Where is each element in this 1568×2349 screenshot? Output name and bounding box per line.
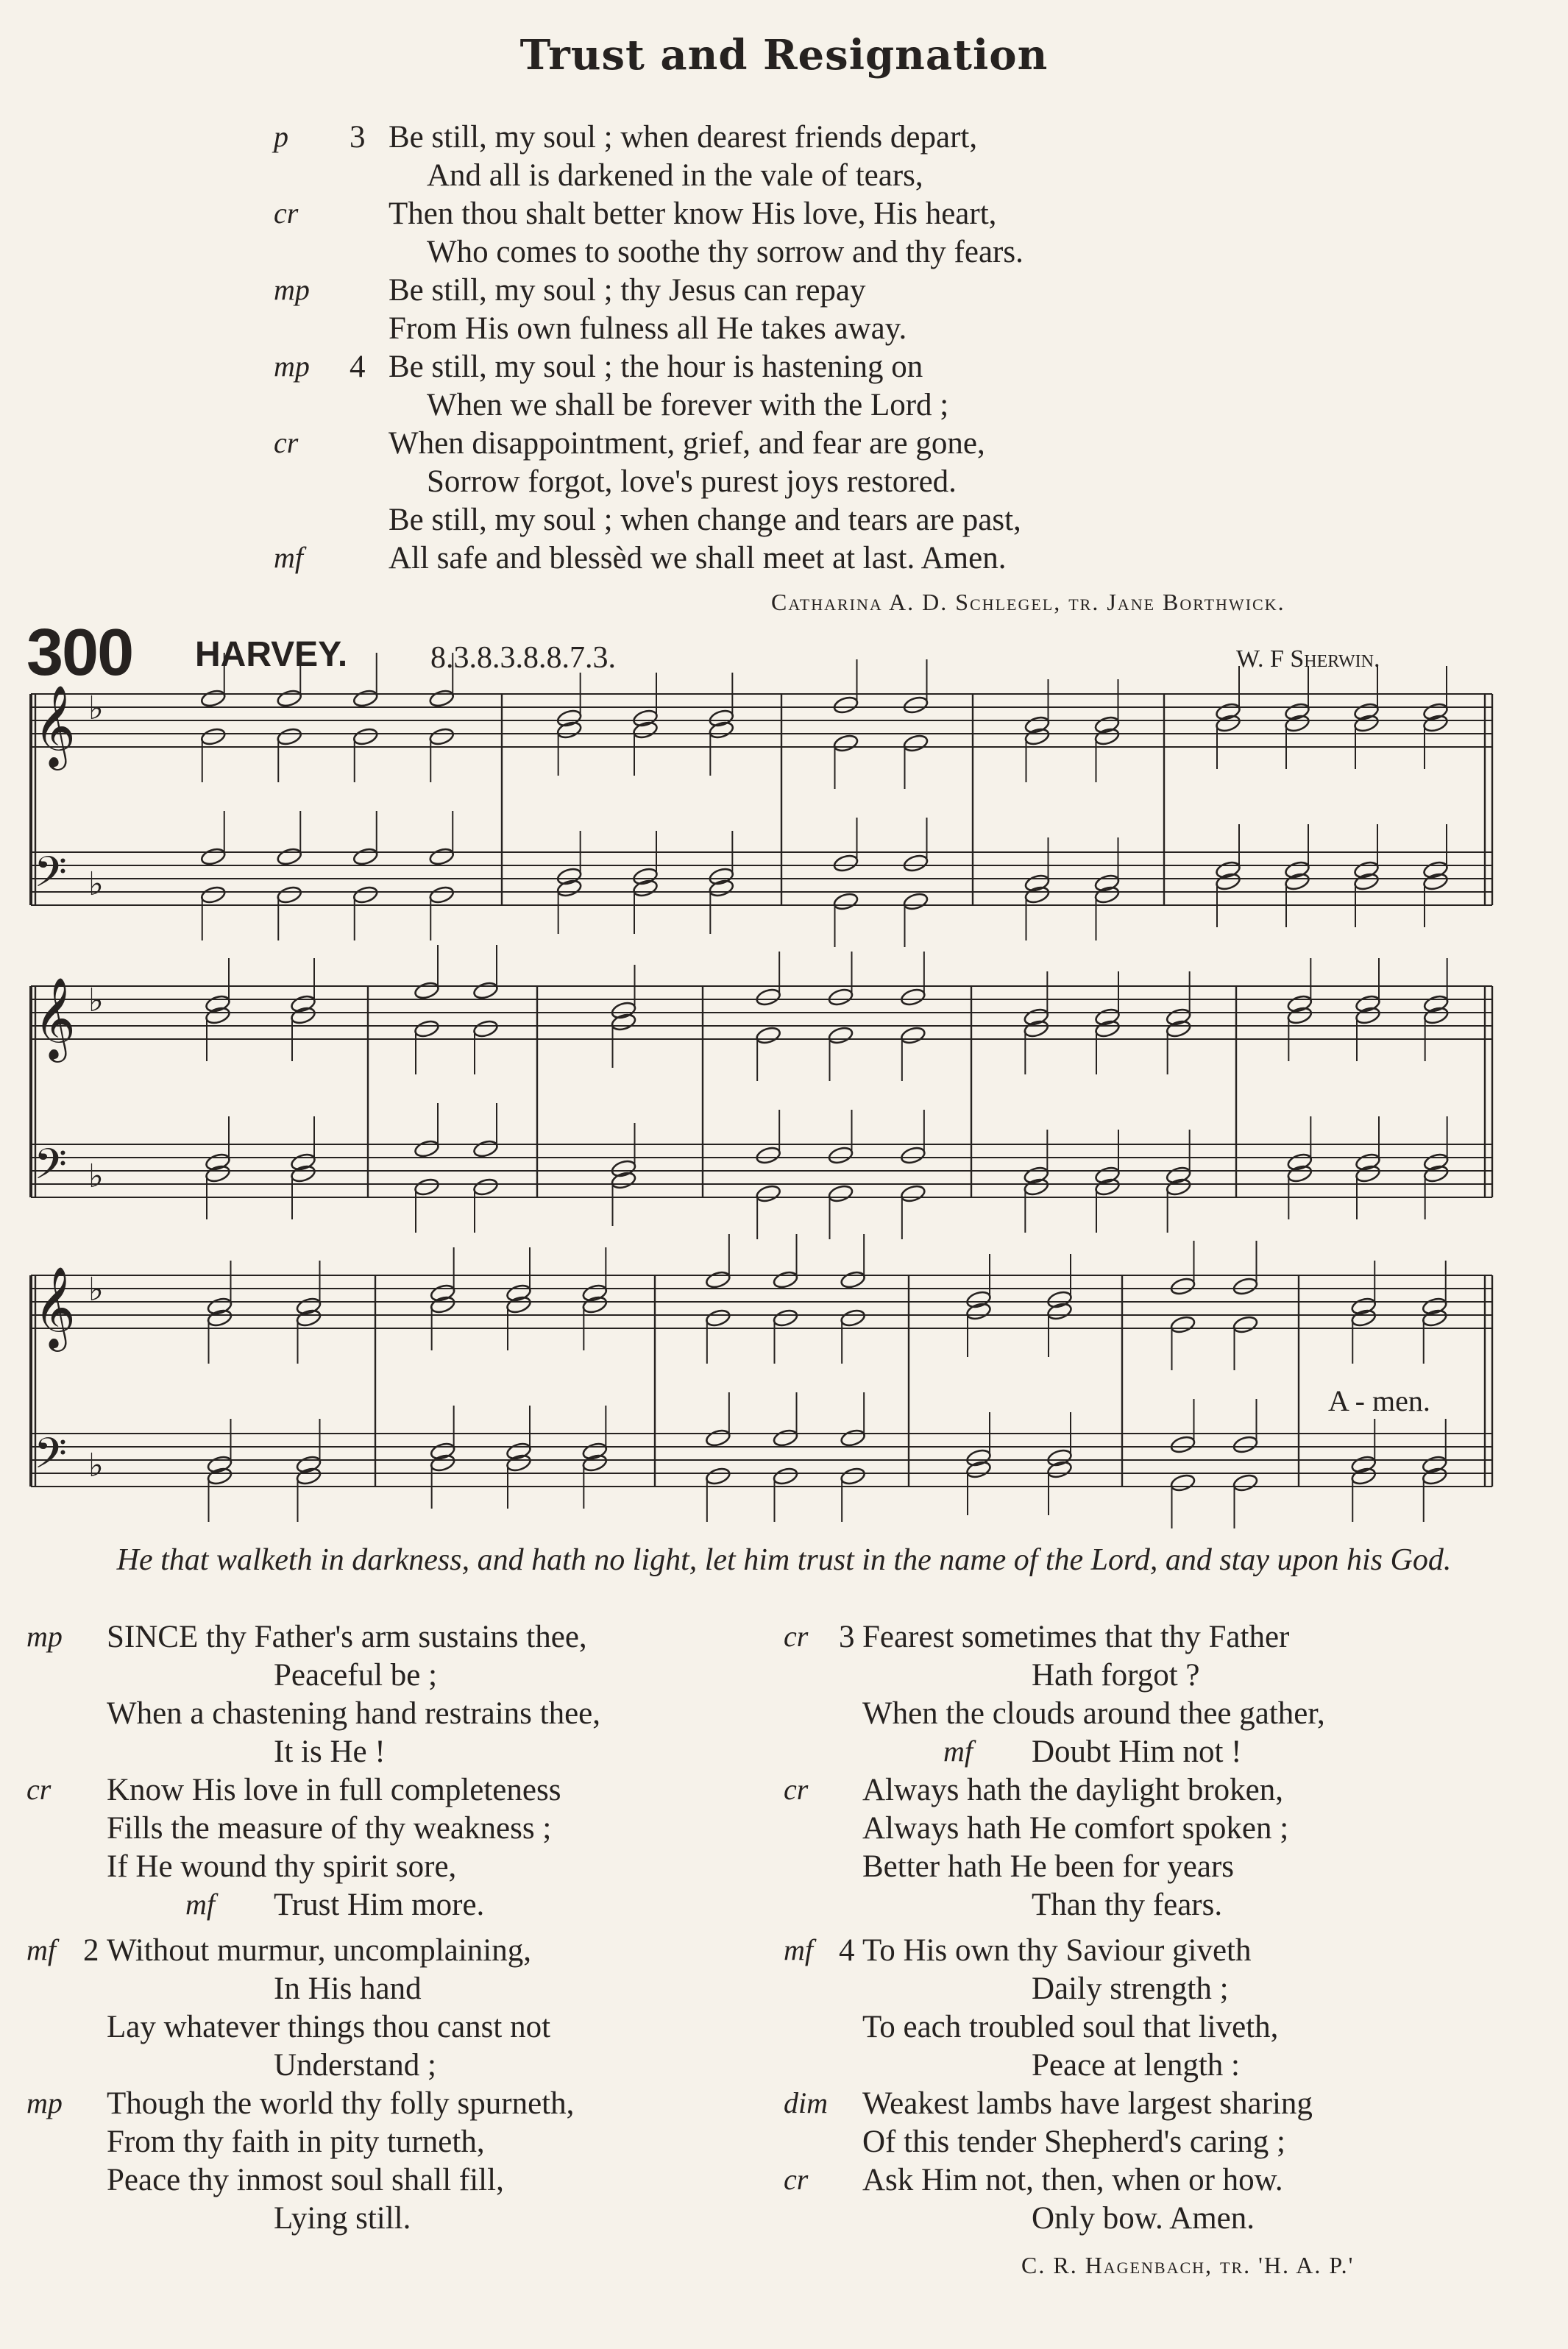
half-note	[833, 853, 859, 873]
half-note	[430, 1294, 456, 1314]
dynamic-mark: cr	[274, 196, 299, 230]
half-note	[1215, 871, 1241, 891]
half-note	[1232, 1473, 1259, 1492]
key-flat: ♭	[88, 982, 104, 1019]
half-note	[1166, 1007, 1192, 1027]
half-note	[1423, 1152, 1450, 1172]
treble-clef: 𝄞	[34, 1266, 76, 1348]
half-note	[1423, 993, 1450, 1013]
dynamic-mark: mf	[784, 1933, 813, 1966]
verse-line: Fearest sometimes that thy Father	[862, 1620, 1290, 1654]
verse-line: Peaceful be ;	[274, 1658, 438, 1693]
half-note	[1422, 713, 1449, 733]
verse-line: Lay whatever things thou canst not	[107, 2010, 551, 2044]
half-note	[276, 885, 302, 904]
half-note	[1094, 726, 1121, 746]
half-note	[705, 1428, 731, 1448]
half-note	[428, 688, 455, 708]
verse-line: Lying still.	[274, 2201, 411, 2236]
half-note	[200, 885, 227, 904]
half-note	[472, 980, 499, 1000]
verse-line: SINCE thy Father's arm sustains thee,	[107, 1620, 587, 1654]
half-note	[1023, 1177, 1049, 1197]
half-note	[200, 688, 227, 708]
half-note	[965, 1289, 992, 1309]
key-flat: ♭	[88, 865, 104, 903]
half-note	[1094, 1018, 1121, 1038]
verse-line: Peace thy inmost soul shall fill,	[107, 2163, 504, 2197]
half-note	[773, 1308, 799, 1328]
half-note	[840, 1428, 866, 1448]
dynamic-mark: cr	[274, 426, 299, 459]
bass-clef: 𝄢	[34, 1139, 68, 1200]
half-note	[1046, 1289, 1073, 1309]
verse-line: And all is darkened in the vale of tears,	[427, 158, 923, 193]
dynamic-mark: dim	[784, 2086, 828, 2119]
verse-line: Then thou shalt better know His love, His heart,	[389, 196, 997, 231]
half-note	[556, 866, 583, 886]
half-note	[1286, 1005, 1313, 1025]
dynamic-mark: p	[274, 120, 288, 153]
half-note	[903, 891, 929, 911]
half-note	[611, 1170, 637, 1190]
half-note	[828, 1183, 854, 1203]
half-note	[1353, 860, 1380, 879]
half-note	[828, 987, 854, 1007]
half-note	[207, 1466, 233, 1486]
half-note	[840, 1269, 866, 1289]
half-note	[1350, 1466, 1377, 1486]
key-flat: ♭	[88, 1271, 104, 1308]
tune-name: HARVEY.	[195, 635, 348, 674]
half-note	[290, 993, 316, 1013]
verse-line: Always hath the daylight broken,	[862, 1773, 1284, 1807]
verse-line: Of this tender Shepherd's caring ;	[862, 2125, 1285, 2159]
half-note	[1023, 1018, 1049, 1038]
half-note	[1046, 1459, 1073, 1479]
verse-line: All safe and blessèd we shall meet at last. Amen.	[389, 541, 1007, 575]
verse-number: 2	[83, 1933, 99, 1968]
half-note	[1094, 1007, 1121, 1027]
half-note	[200, 846, 227, 866]
half-note	[430, 1453, 456, 1473]
half-note	[1215, 860, 1241, 879]
half-note	[632, 866, 659, 886]
verse-number: 4	[839, 1933, 855, 1968]
half-note	[708, 878, 734, 898]
half-note	[833, 695, 859, 715]
half-note	[1355, 993, 1381, 1013]
verse-line: Trust Him more.	[274, 1888, 485, 1922]
half-note	[290, 1152, 316, 1172]
half-note	[581, 1441, 608, 1461]
half-note	[472, 1138, 499, 1158]
half-note	[207, 1308, 233, 1328]
half-note	[1284, 713, 1310, 733]
half-note	[414, 1138, 440, 1158]
half-note	[428, 846, 455, 866]
verse-line: Be still, my soul ; the hour is hastening on	[389, 350, 923, 384]
half-note	[840, 1308, 866, 1328]
verse-line: It is He !	[274, 1735, 386, 1769]
half-note	[1232, 1434, 1259, 1454]
half-note	[276, 726, 302, 746]
half-note	[505, 1294, 532, 1314]
key-flat: ♭	[88, 690, 104, 727]
half-note	[556, 708, 583, 728]
half-note	[296, 1308, 322, 1328]
half-note	[296, 1454, 322, 1474]
half-note	[205, 1152, 231, 1172]
half-note	[1423, 1163, 1450, 1183]
half-note	[581, 1283, 608, 1303]
half-note	[773, 1428, 799, 1448]
dynamic-mark: cr	[784, 1620, 809, 1653]
verse-number: 3	[839, 1620, 855, 1654]
half-note	[505, 1283, 532, 1303]
verse-number: 3	[350, 120, 366, 155]
half-note	[632, 708, 659, 728]
half-note	[207, 1454, 233, 1474]
half-note	[1422, 860, 1449, 879]
verse-number: 4	[350, 350, 366, 384]
half-note	[1094, 873, 1121, 893]
lower-attribution: C. R. Hagenbach, tr. 'H. A. P.'	[1021, 2252, 1355, 2278]
verse-line: Know His love in full completeness	[107, 1773, 561, 1807]
half-note	[705, 1308, 731, 1328]
half-note	[755, 1145, 781, 1165]
half-note	[1046, 1448, 1073, 1467]
bass-clef: 𝄢	[34, 847, 68, 907]
verse-line: Ask Him not, then, when or how.	[862, 2163, 1283, 2197]
bass-clef: 𝄢	[34, 1428, 68, 1489]
half-note	[900, 1145, 926, 1165]
half-note	[611, 1012, 637, 1032]
half-note	[611, 1158, 637, 1178]
verse-line: Doubt Him not !	[1032, 1735, 1242, 1769]
half-note	[1284, 860, 1310, 879]
page-title: Trust and Resignation	[519, 31, 1049, 79]
half-note	[773, 1269, 799, 1289]
half-note	[1422, 1296, 1448, 1316]
half-note	[1024, 885, 1051, 904]
half-note	[705, 1466, 731, 1486]
half-note	[1023, 1165, 1049, 1185]
verse-line: Peace at length :	[1032, 2048, 1240, 2083]
half-note	[1286, 993, 1313, 1013]
half-note	[1166, 1018, 1192, 1038]
half-note	[428, 726, 455, 746]
half-note	[414, 1177, 440, 1197]
upper-attribution: Catharina A. D. Schlegel, tr. Jane Borthwick.	[771, 589, 1285, 615]
treble-clef: 𝄞	[34, 684, 76, 767]
half-note	[1286, 1163, 1313, 1183]
half-note	[1350, 1308, 1377, 1328]
half-note	[903, 733, 929, 753]
half-note	[708, 720, 734, 740]
half-note	[755, 1025, 781, 1045]
half-note	[900, 987, 926, 1007]
half-note	[903, 853, 929, 873]
half-note	[207, 1296, 233, 1316]
half-note	[1422, 701, 1449, 721]
half-note	[708, 708, 734, 728]
verse-line: Be still, my soul ; when change and tears are past,	[389, 503, 1021, 537]
half-note	[414, 1018, 440, 1038]
verse-line: In His hand	[274, 1971, 422, 2006]
half-note	[1170, 1434, 1196, 1454]
half-note	[1170, 1314, 1196, 1334]
half-note	[1353, 871, 1380, 891]
half-note	[611, 1000, 637, 1020]
verse-line: Be still, my soul ; thy Jesus can repay	[389, 273, 866, 308]
dynamic-mark: mp	[274, 273, 310, 306]
verse-line: Though the world thy folly spurneth,	[107, 2086, 575, 2121]
half-note	[1422, 1466, 1448, 1486]
half-note	[965, 1448, 992, 1467]
half-note	[1286, 1152, 1313, 1172]
half-note	[472, 1018, 499, 1038]
half-note	[276, 688, 302, 708]
half-note	[1024, 873, 1051, 893]
half-note	[205, 993, 231, 1013]
verse-line: When we shall be forever with the Lord ;	[427, 388, 949, 422]
half-note	[414, 980, 440, 1000]
half-note	[900, 1183, 926, 1203]
half-note	[632, 878, 659, 898]
half-note	[1215, 701, 1241, 721]
treble-clef: 𝄞	[34, 977, 76, 1059]
half-note	[1422, 1454, 1448, 1474]
half-note	[965, 1459, 992, 1479]
half-note	[1215, 713, 1241, 733]
verse-line: Who comes to soothe thy sorrow and thy fears.	[427, 235, 1024, 269]
half-note	[1166, 1165, 1192, 1185]
half-note	[430, 1283, 456, 1303]
verse-line: To His own thy Saviour giveth	[862, 1933, 1252, 1968]
half-note	[581, 1453, 608, 1473]
half-note	[352, 726, 379, 746]
dynamic-mark: mf	[26, 1933, 56, 1966]
half-note	[1422, 871, 1449, 891]
verse-line: Better hath He been for years	[862, 1849, 1235, 1884]
verse-line: Daily strength ;	[1032, 1971, 1229, 2006]
half-note	[430, 1441, 456, 1461]
half-note	[1166, 1177, 1192, 1197]
dynamic-mark: mp	[26, 2086, 63, 2119]
half-note	[296, 1296, 322, 1316]
half-note	[352, 688, 379, 708]
verse-line: When the clouds around thee gather,	[862, 1696, 1325, 1731]
dynamic-mark: mf	[185, 1888, 215, 1921]
half-note	[556, 878, 583, 898]
half-note	[1422, 1308, 1448, 1328]
half-note	[1353, 713, 1380, 733]
half-note	[472, 1177, 499, 1197]
half-note	[200, 726, 227, 746]
verse-line: Than thy fears.	[1032, 1888, 1223, 1922]
verse-line: If He wound thy spirit sore,	[107, 1849, 457, 1884]
half-note	[1024, 726, 1051, 746]
half-note	[352, 885, 379, 904]
verse-line: To each troubled soul that liveth,	[862, 2010, 1279, 2044]
half-note	[1024, 715, 1051, 734]
half-note	[205, 1163, 231, 1183]
half-note	[1353, 701, 1380, 721]
scripture-verse: He that walketh in darkness, and hath no light, let him trust in the name of the Lord, and stay upon his God.	[116, 1543, 1452, 1577]
dynamic-mark: mf	[274, 541, 303, 574]
half-note	[1232, 1314, 1259, 1334]
verse-line: Be still, my soul ; when dearest friends depart,	[389, 120, 978, 155]
half-note	[1094, 715, 1121, 734]
key-flat: ♭	[88, 1158, 104, 1195]
half-note	[428, 885, 455, 904]
half-note	[705, 1269, 731, 1289]
half-note	[1355, 1152, 1381, 1172]
half-note	[1232, 1276, 1259, 1296]
verse-line: Fills the measure of thy weakness ;	[107, 1811, 552, 1846]
dynamic-mark: mp	[26, 1620, 63, 1653]
half-note	[1170, 1473, 1196, 1492]
half-note	[276, 846, 302, 866]
half-note	[581, 1294, 608, 1314]
half-note	[296, 1466, 322, 1486]
verse-line: Only bow. Amen.	[1032, 2201, 1255, 2236]
verse-line: Understand ;	[274, 2048, 436, 2083]
half-note	[1284, 871, 1310, 891]
half-note	[1355, 1163, 1381, 1183]
hymn-number: 300	[26, 616, 133, 690]
verse-line: Weakest lambs have largest sharing	[862, 2086, 1313, 2121]
verse-line: Hath forgot ?	[1032, 1658, 1200, 1693]
half-note	[903, 695, 929, 715]
half-note	[556, 720, 583, 740]
half-note	[1046, 1301, 1073, 1321]
half-note	[632, 720, 659, 740]
half-note	[708, 866, 734, 886]
half-note	[755, 987, 781, 1007]
verse-line: Always hath He comfort spoken ;	[862, 1811, 1289, 1846]
dynamic-mark: cr	[26, 1773, 52, 1806]
half-note	[1350, 1296, 1377, 1316]
half-note	[1094, 1177, 1121, 1197]
half-note	[1284, 701, 1310, 721]
dynamic-mark: cr	[784, 1773, 809, 1806]
half-note	[205, 1005, 231, 1025]
dynamic-mark: mf	[943, 1735, 973, 1768]
half-note	[505, 1453, 532, 1473]
half-note	[833, 733, 859, 753]
verse-line: Without murmur, uncomplaining,	[107, 1933, 531, 1968]
verse-line: From thy faith in pity turneth,	[107, 2125, 485, 2159]
half-note	[755, 1183, 781, 1203]
verse-line: From His own fulness all He takes away.	[389, 311, 907, 346]
dynamic-mark: mp	[274, 350, 310, 383]
half-note	[1023, 1007, 1049, 1027]
half-note	[290, 1005, 316, 1025]
verse-line: Sorrow forgot, love's purest joys restored.	[427, 464, 957, 499]
half-note	[773, 1466, 799, 1486]
hymn-meter: 8.3.8.3.8.8.7.3.	[430, 641, 616, 675]
dynamic-mark: cr	[784, 2163, 809, 2196]
half-note	[1094, 885, 1121, 904]
half-note	[352, 846, 379, 866]
half-note	[1170, 1276, 1196, 1296]
amen-label: A - men.	[1328, 1384, 1430, 1417]
half-note	[900, 1025, 926, 1045]
half-note	[505, 1441, 532, 1461]
half-note	[1094, 1165, 1121, 1185]
composer: W. F Sherwin.	[1236, 645, 1380, 673]
half-note	[840, 1466, 866, 1486]
key-flat: ♭	[88, 1447, 104, 1484]
half-note	[290, 1163, 316, 1183]
verse-line: When disappointment, grief, and fear are gone,	[389, 426, 985, 461]
half-note	[828, 1145, 854, 1165]
half-note	[833, 891, 859, 911]
half-note	[1423, 1005, 1450, 1025]
half-note	[965, 1301, 992, 1321]
half-note	[1355, 1005, 1381, 1025]
half-note	[828, 1025, 854, 1045]
half-note	[1350, 1454, 1377, 1474]
verse-line: When a chastening hand restrains thee,	[107, 1696, 601, 1731]
